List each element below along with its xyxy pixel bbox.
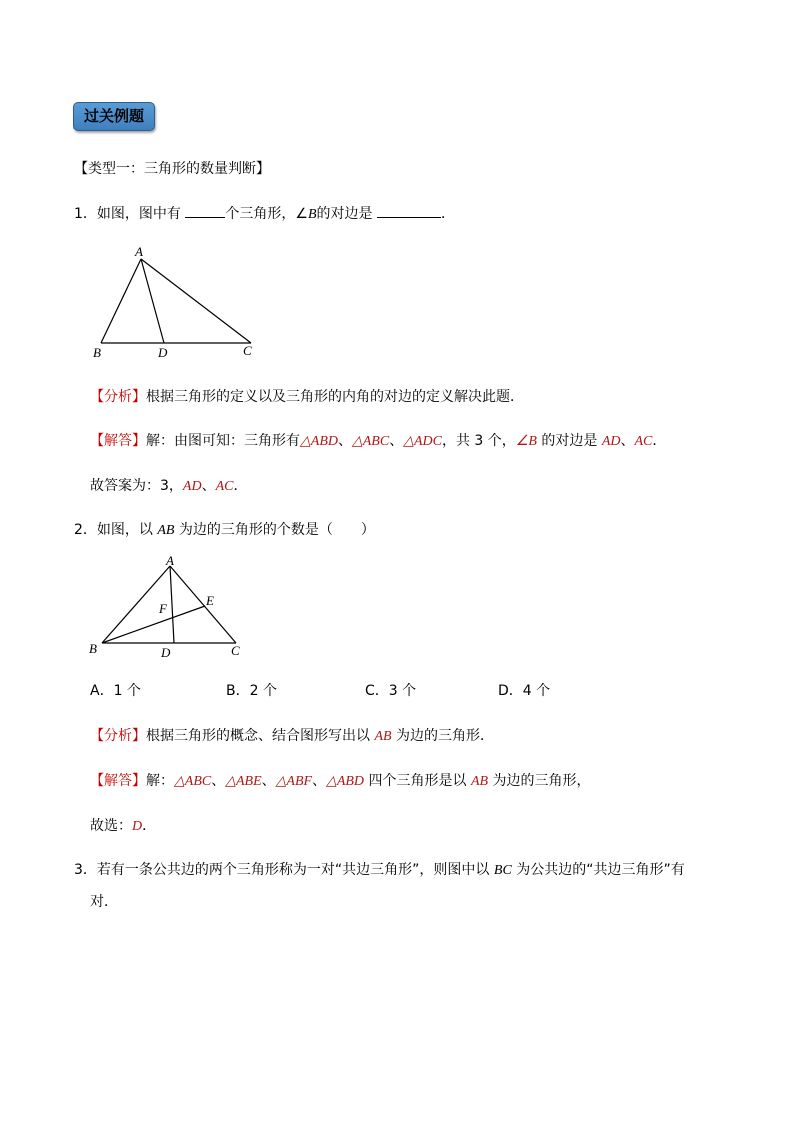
triangle-name: △ABF [275,774,313,789]
q2-solution [90,770,591,790]
segment-ac [170,566,236,643]
triangle-name: △ADC [403,434,442,449]
segment-name: AC [215,479,234,494]
question-number: 3． [74,862,97,878]
segment-name: AD [601,434,621,449]
separator: 、 [312,773,327,789]
point-label-a: A [135,244,143,259]
choice-text: 故选： [90,818,132,834]
point-label-c: C [243,343,252,358]
question-3-continued: 对． [90,894,118,910]
solution-tag: 【解答】 [90,433,146,449]
question-text: 若有一条公共边的两个三角形称为一对“共边三角形”，则图中以 [96,862,494,878]
point-label-c: C [231,643,240,658]
point-label-e: E [206,593,214,608]
analysis-text: 根据三角形的定义以及三角形的内角的对边的定义解决此题． [146,389,524,405]
segment-be [102,606,205,643]
question-text: 如图，图中有 [96,206,186,222]
q2-choice [90,815,156,835]
point-label-f: F [159,601,167,616]
solution-text: 解： [146,773,174,789]
section-badge: 过关例题 [73,102,155,131]
punctuation: ． [652,433,667,449]
triangle-name: △ABE [225,774,262,789]
analysis-tag: 【分析】 [90,389,146,405]
question-text: 为公共边的“共边三角形”有 [511,862,685,878]
segment-name: AB [374,729,392,744]
question-text: 的对边是 [316,206,377,222]
analysis-tag: 【分析】 [90,728,146,744]
q2-option-b[interactable]: B．2 个 [226,683,277,699]
separator: 、 [337,433,352,449]
solution-text: 解：由图可知：三角形有 [146,433,300,449]
solution-text: 为边的三角形， [488,773,591,789]
angle-name: ∠B [515,434,537,449]
point-label-a: A [166,553,174,568]
punctuation: ． [233,478,248,494]
angle-symbol: ∠ [295,206,308,222]
solution-text: 四个三角形是以 [364,773,471,789]
question-text: 如图，以 [96,522,158,538]
triangle-name: △ABD [326,774,365,789]
q2-option-d[interactable]: D．4 个 [498,683,551,699]
answer-text: 故答案为：3， [90,478,183,494]
segment-name: AB [470,774,489,789]
separator: 、 [211,773,226,789]
question-number: 1． [74,206,97,222]
point-label-b: B [93,345,101,360]
point-label-d: D [158,345,168,360]
question-3 [74,859,685,879]
segment-name: AD [182,479,202,494]
segment-name: AC [634,434,653,449]
separator: 、 [261,773,276,789]
segment-ad [170,566,174,643]
q2-option-a[interactable]: A．1 个 [90,683,141,699]
solution-tag: 【解答】 [90,773,146,789]
triangle-name: △ABD [300,434,338,449]
triangle-name: △ABC [174,774,212,789]
question-text: 为边的三角形的个数是（ ） [174,522,375,538]
question-number: 2． [74,522,97,538]
punctuation: ． [142,818,157,834]
point-label-b: B [89,641,97,656]
type-heading: 【类型一：三角形的数量判断】 [74,161,270,177]
separator: 、 [201,478,216,494]
choice-answer: D [132,819,143,834]
separator: 、 [389,433,404,449]
analysis-text: 为边的三角形． [391,728,495,744]
punctuation: ． [440,206,455,222]
solution-text: ，共 3 个， [441,433,516,449]
question-text: 个三角形， [225,206,296,222]
triangle-name: △ABC [351,434,390,449]
q2-analysis [90,725,494,745]
solution-text: 的对边是 [536,433,602,449]
q2-option-c[interactable]: C．3 个 [365,683,417,699]
math-var: AB [157,523,175,538]
math-var: BC [493,863,512,878]
analysis-text: 根据三角形的概念、结合图形写出以 [146,728,375,744]
separator: 、 [620,433,635,449]
math-var: B [307,207,317,222]
point-label-d: D [161,645,171,660]
